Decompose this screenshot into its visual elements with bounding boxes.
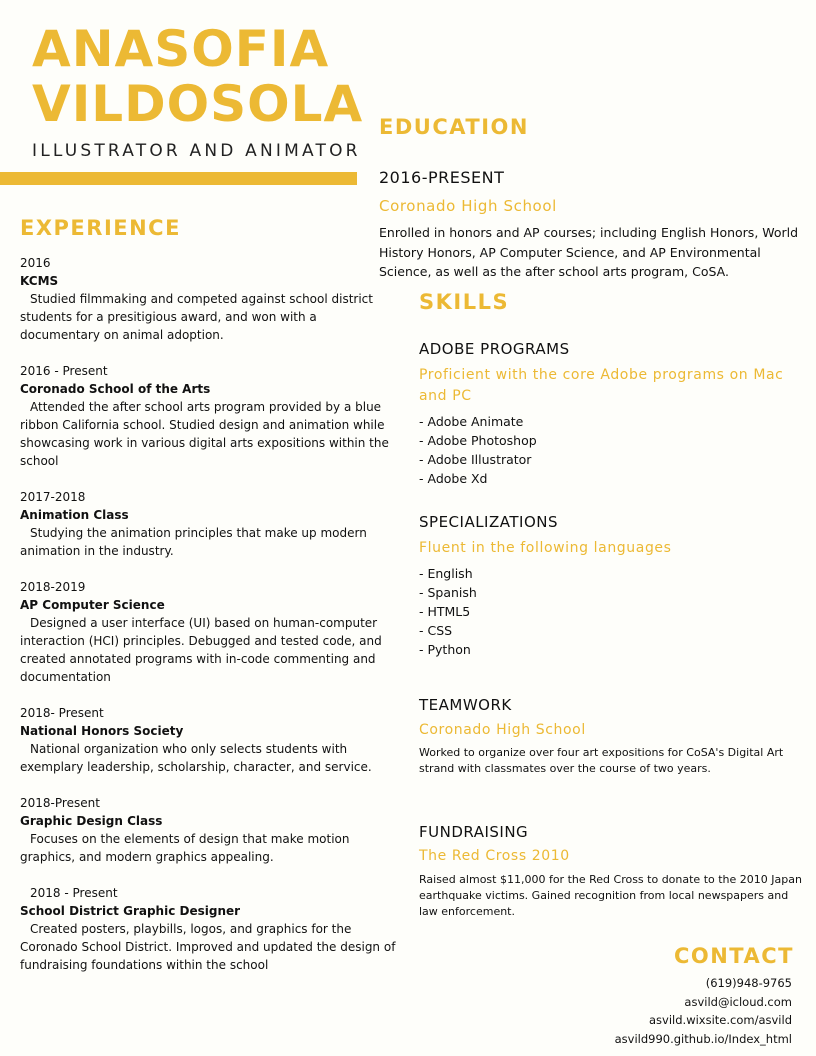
contact-website-link[interactable]: asvild.wixsite.com/asvild [649, 1013, 792, 1027]
experience-org: School District Graphic Designer [20, 904, 241, 918]
experience-heading: EXPERIENCE [20, 216, 181, 240]
experience-item [20, 884, 400, 974]
contact-phone: (619)948-9765 [705, 976, 792, 990]
experience-org: National Honors Society [20, 724, 184, 738]
experience-item [20, 254, 400, 344]
experience-desc: Attended the after school arts program provided by a blue ribbon California school. Studied design and animation while showcasing work in various digital arts expositions within the school [20, 400, 389, 468]
experience-org: AP Computer Science [20, 598, 165, 612]
fundraising-title: FUNDRAISING [419, 823, 529, 841]
experience-item [20, 578, 400, 686]
experience-year: 2018-Present [20, 796, 100, 810]
education-heading: EDUCATION [379, 115, 529, 139]
teamwork-subtitle: Coronado High School [419, 722, 586, 738]
experience-desc: Studied filmmaking and competed against school district students for a presitigious award, and won with a documentary on animal adoption. [20, 292, 373, 342]
experience-item [20, 488, 400, 560]
list-item: - Adobe Animate [419, 414, 524, 429]
experience-desc: Focuses on the elements of design that make motion graphics, and modern graphics appealing. [20, 832, 350, 864]
list-item: - Python [419, 642, 471, 657]
experience-org: Animation Class [20, 508, 129, 522]
adobe-programs-list [419, 412, 537, 488]
fundraising-desc: Raised almost $11,000 for the Red Cross to donate to the 2010 Japan earthquake victims. Gained recognition from local newspapers and law enforcement. [419, 873, 802, 918]
fundraising-subtitle: The Red Cross 2010 [419, 848, 570, 864]
specializations-title: SPECIALIZATIONS [419, 513, 558, 531]
education-years: 2016-PRESENT [379, 168, 505, 187]
list-item: - English [419, 566, 473, 581]
job-title: ILLUSTRATOR AND ANIMATOR [32, 141, 361, 161]
contact-heading: CONTACT [673, 944, 794, 968]
list-item: - HTML5 [419, 604, 471, 619]
education-school: Coronado High School [379, 197, 557, 215]
list-item: - Spanish [419, 585, 477, 600]
experience-year: 2017-2018 [20, 490, 86, 504]
list-item: - Adobe Photoshop [419, 433, 537, 448]
experience-desc: Studying the animation principles that make up modern animation in the industry. [20, 526, 367, 558]
last-name: VILDOSOLA [32, 75, 364, 133]
experience-org: KCMS [20, 274, 59, 288]
contact-details [615, 974, 792, 1048]
experience-year: 2018-2019 [20, 580, 86, 594]
experience-desc: Designed a user interface (UI) based on human-computer interaction (HCI) principles. Debugged and tested code, and created annotated programs with in-code commenting and documentation [20, 616, 382, 684]
adobe-programs-subtitle: Proficient with the core Adobe programs on Mac and PC [419, 367, 784, 404]
experience-year: 2016 - Present [20, 364, 108, 378]
experience-desc: Created posters, playbills, logos, and graphics for the Coronado School District. Improved and updated the design of fundraising foundations within the school [20, 922, 396, 972]
list-item: - Adobe Xd [419, 471, 488, 486]
experience-desc: National organization who only selects students with exemplary leadership, scholarship, character, and service. [20, 742, 372, 774]
experience-year: 2018 - Present [30, 886, 118, 900]
first-name: ANASOFIA [32, 20, 330, 78]
header-accent-bar [0, 172, 357, 185]
experience-item [20, 794, 400, 866]
experience-year: 2018- Present [20, 706, 104, 720]
list-item: - Adobe Illustrator [419, 452, 532, 467]
experience-item [20, 704, 400, 776]
experience-year: 2016 [20, 256, 51, 270]
experience-org: Graphic Design Class [20, 814, 163, 828]
education-desc: Enrolled in honors and AP courses; including English Honors, World History Honors, AP Computer Science, and AP Environmental Science, as well as the after school arts program, CoSA. [379, 225, 799, 279]
contact-email[interactable]: asvild@icloud.com [684, 994, 792, 1009]
specializations-subtitle: Fluent in the following languages [419, 540, 672, 556]
teamwork-desc: Worked to organize over four art expositions for CoSA's Digital Art strand with classmates over the course of two years. [419, 746, 784, 775]
experience-org: Coronado School of the Arts [20, 382, 211, 396]
skills-heading: SKILLS [419, 290, 510, 314]
experience-list [20, 254, 400, 992]
teamwork-title: TEAMWORK [419, 696, 512, 714]
list-item: - CSS [419, 623, 453, 638]
adobe-programs-title: ADOBE PROGRAMS [419, 340, 570, 358]
experience-item [20, 362, 400, 470]
specializations-list [419, 564, 477, 659]
contact-github-link[interactable]: asvild990.github.io/Index_html [614, 1031, 792, 1046]
name-block [32, 22, 363, 132]
